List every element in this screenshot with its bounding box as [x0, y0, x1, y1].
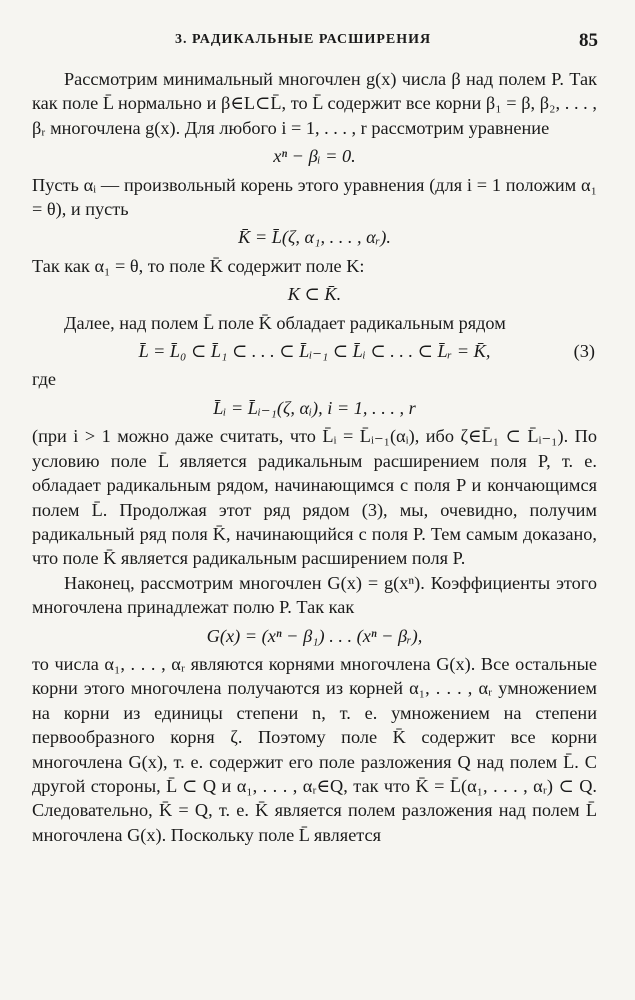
formula-6: G(x) = (xⁿ − β₁) . . . (xⁿ − βᵣ), [206, 625, 423, 646]
formula-3: K ⊂ K̄. [287, 284, 342, 305]
running-title: 3. РАДИКАЛЬНЫЕ РАСШИРЕНИЯ [175, 32, 432, 47]
paragraph-6: Наконец, рассмотрим многочлен G(x) = g(xⁿ). Коэффициенты этого многочлена принадлежат полю P. Так как [32, 572, 597, 618]
page-number: 85 [579, 30, 598, 51]
page-body [32, 67, 597, 847]
paragraph-7: то числа α₁, . . . , αᵣ являются корнями многочлена G(x). Все остальные корни этого многочлена получаются из корней α₁, . . . , αᵣ умножением на корни из единицы степени n, т. е. умножением на степени первообразного корня ζ. Поэтому поле K̄ содержит все корни многочлена G(x), т. е. содержит его поле разложения Q над полем L̄. С другой стороны, L̄ ⊂ Q и α₁, . . . , αᵣ∈Q, так что K̄ = L̄(α₁, . . . , αᵣ) ⊂ Q. Следовательно, K̄ = Q, т. е. K̄ является полем разложения над полем L̄ многочлена G(x). Поскольку поле L̄ является [32, 653, 597, 845]
formula-5: L̄ᵢ = L̄ᵢ₋₁(ζ, αᵢ), i = 1, . . . , r [213, 397, 416, 418]
equation-number: (3) [573, 341, 595, 362]
paragraph-4: Далее, над полем L̄ поле K̄ обладает радикальным рядом [64, 312, 506, 333]
formula-2: K̄ = L̄(ζ, α₁, . . . , αᵣ). [238, 227, 391, 248]
paragraph-3: Так как α₁ = θ, то поле K̄ содержит поле K: [32, 255, 365, 276]
paragraph-2: Пусть αᵢ — произвольный корень этого уравнения (для i = 1 положим α₁ = θ), и пусть [32, 174, 597, 220]
paragraph-1: Рассмотрим минимальный многочлен g(x) числа β над полем P. Так как поле L̄ нормально и β∈L⊂L̄, то L̄ содержит все корни β₁ = β, β₂, . . . , βᵣ многочлена g(x). Для любого i = 1, . . . , r рассмотрим уравнение [32, 69, 597, 138]
formula-4 [32, 339, 597, 363]
formula-4-body: L̄ = L̄₀ ⊂ L̄₁ ⊂ . . . ⊂ L̄ᵢ₋₁ ⊂ L̄ᵢ ⊂ . . . ⊂ L̄ᵣ = K̄, [138, 341, 491, 362]
paragraph-5: (при i > 1 можно даже считать, что L̄ᵢ = L̄ᵢ₋₁(αᵢ), ибо ζ∈L̄₁ ⊂ L̄ᵢ₋₁). По условию поле L̄ является радикальным расширением поля P, т. е. обладает радикальным рядом, начинающимся с поля P и кончающимся полем L̄. Продолжая этот ряд рядом (3), мы, очевидно, получим радикальный ряд поля K̄, начинающийся с поля P. Тем самым доказано, что поле K̄ является радикальным расширением поля P. [32, 426, 597, 569]
page-header [0, 30, 635, 56]
formula-1: xⁿ − βᵢ = 0. [273, 146, 356, 167]
where-label: где [32, 369, 57, 390]
